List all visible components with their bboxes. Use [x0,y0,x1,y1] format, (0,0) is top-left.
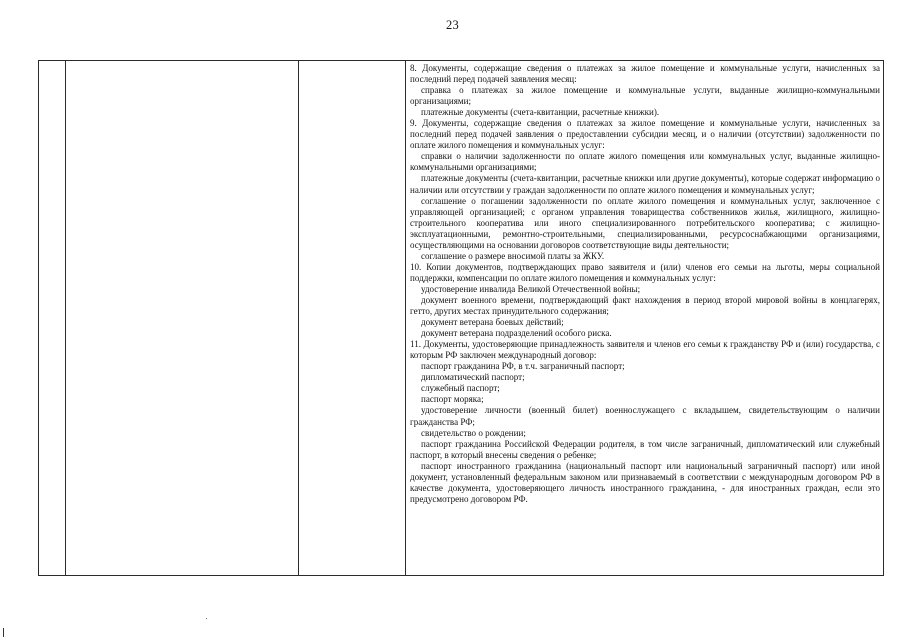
document-paragraph: удостоверение личности (военный билет) военнослужащего с вкладышем, свидетельствующим о наличии гражданства РФ; [410,405,880,427]
document-paragraph: паспорт гражданина РФ, в т.ч. заграничный паспорт; [421,361,625,372]
document-paragraph: дипломатический паспорт; [421,372,525,383]
document-paragraph: 11. Документы, удостоверяющие принадлежность заявителя и членов его семьи к гражданству РФ и (или) государства, с которым РФ заключен международный договор: [410,339,880,361]
document-paragraph: паспорт моряка; [421,394,484,405]
table-cell-number [39,61,66,576]
document-paragraph: 9. Документы, содержащие сведения о платежах за жилое помещение и коммунальные услуги, начисленных за последний перед подачей заявления о предоставлении субсидии месяц, и о наличии (отсутствии) задолженности по оплате жилого помещения и коммунальных услуг: [410,118,880,151]
table-cell-documents [406,61,884,576]
table-row [39,61,884,576]
page-number: 23 [446,18,459,32]
document-paragraph: документ военного времени, подтверждающий факт нахождения в период второй мировой войны в концлагерях, гетто, других местах принудительного содержания; [410,294,880,317]
scan-edge-mark [3,628,4,637]
document-paragraph: свидетельство о рождении; [421,427,526,438]
document-paragraph: справки о наличии задолженности по оплате жилого помещения или коммунальных услуг, выданные жилищно-коммунальными организациями; [410,151,880,173]
document-paragraph: платежные документы (счета-квитанции, расчетные книжки). [421,107,660,118]
document-paragraph: паспорт гражданина Российской Федерации родителя, в том числе заграничный, дипломатический или служебный паспорт, в который внесены сведения о ребенке; [410,438,880,460]
document-paragraph: справка о платежах за жилое помещение и коммунальные услуги, выданные жилищно-коммунальными организациями; [410,85,880,107]
document-paragraph: документ ветерана боевых действий; [421,317,564,328]
table-cell-applicant [299,61,406,576]
documents-list [410,63,880,505]
table-cell-service [66,61,299,576]
document-paragraph: служебный паспорт; [421,383,500,394]
document-paragraph: соглашение о погашении задолженности по оплате жилого помещения и коммунальных услуг, заключенное с управляющей организацией; с органом управления товарищества собственников жилья, жилищного, жилищно-строительного кооператива или иного специализированного потребительского кооператива; с жилищно-эксплуатационными, ремонтно-строительными, специализированными, ресурсоснабжающими организациями, осуществляющими на основании договоров соответствующие виды деятельности; [410,195,880,250]
document-paragraph: 10. Копии документов, подтверждающих право заявителя и (или) членов его семьи на льготы, меры социальной поддержки, компенсации по оплате жилого помещения и коммунальных услуг: [410,261,880,283]
document-table [38,60,884,576]
document-paragraph: документ ветерана подразделений особого риска. [421,328,612,339]
document-paragraph: платежные документы (счета-квитанции, расчетные книжки или другие документы), которые содержат информацию о наличии или отсутствии у граждан задолженности по оплате жилого помещения и коммунальных услуг; [410,173,880,195]
document-paragraph: удостоверение инвалида Великой Отечественной войны; [421,283,641,294]
document-paragraph: паспорт иностранного гражданина (национальный паспорт или национальный заграничный паспорт) или иной документ, установленный федеральным законом или признаваемый в соответствии с международным договором РФ в качестве документа, удостоверяющего личность иностранного гражданина, - для иностранных граждан, если это предусмотрено договором РФ. [410,460,880,504]
scan-dust-speck [206,618,207,619]
document-paragraph: соглашение о размере вносимой платы за ЖКУ. [421,250,605,261]
document-paragraph: 8. Документы, содержащие сведения о платежах за жилое помещение и коммунальные услуги, начисленных за последний перед подачей заявления месяц: [410,63,880,85]
